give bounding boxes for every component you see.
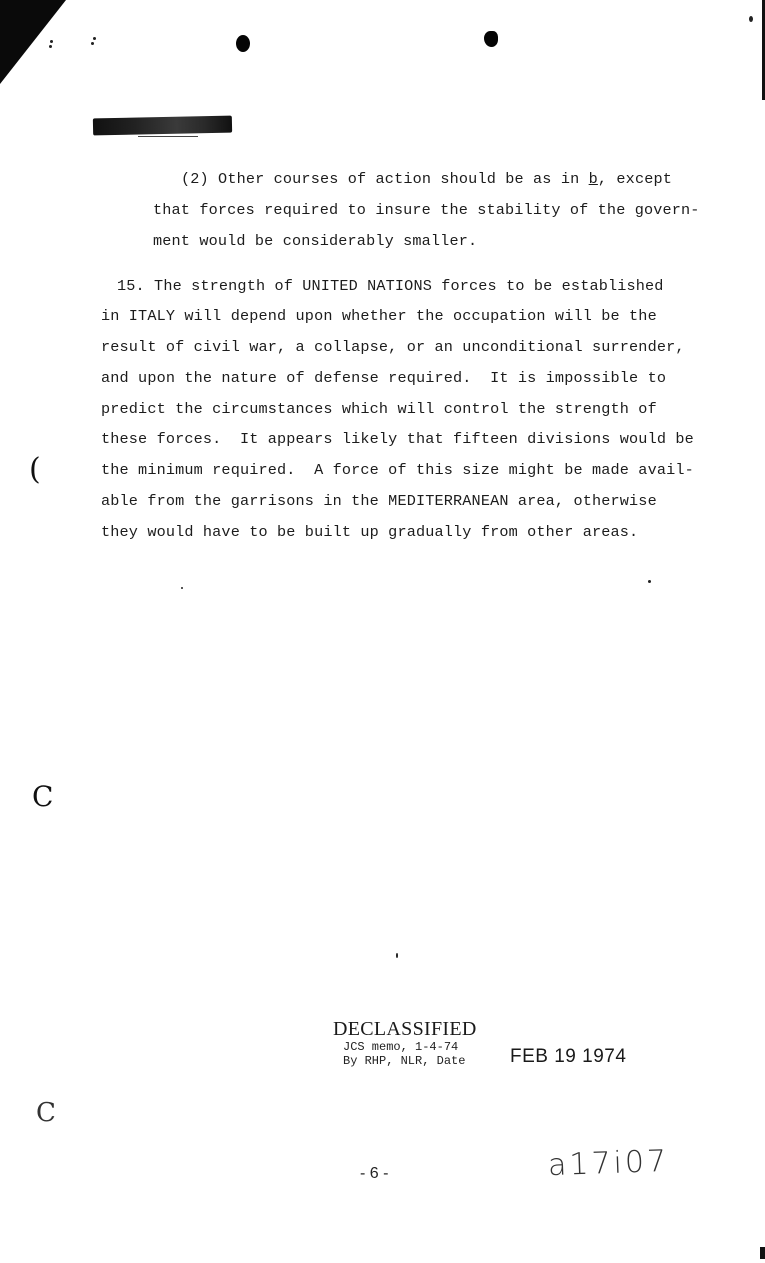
paragraph-15-line-7: the minimum required. A force of this size might be made avail- <box>101 461 694 479</box>
handwritten-catalog-number: a17i07 <box>547 1143 670 1184</box>
speck <box>93 37 96 40</box>
declassified-stamp-authority: By RHP, NLR, Date <box>343 1054 466 1068</box>
paragraph-15-line-8: able from the garrisons in the MEDITERRANEAN area, otherwise <box>101 492 657 510</box>
speck <box>49 45 52 48</box>
speck <box>749 16 753 22</box>
page-edge-mark <box>760 1247 765 1259</box>
folded-corner <box>0 0 66 84</box>
speck <box>396 953 398 958</box>
paragraph-15-line-6: these forces. It appears likely that fifteen divisions would be <box>101 430 694 448</box>
paragraph-2-line-3: ment would be considerably smaller. <box>153 232 478 250</box>
redaction-underline <box>138 136 198 137</box>
text-segment: , except <box>597 170 673 188</box>
declassified-stamp-title: DECLASSIFIED <box>333 1018 477 1040</box>
page-number: - 6 - <box>360 1165 389 1182</box>
paragraph-2-line-2: that forces required to insure the stability of the govern- <box>153 201 700 219</box>
punch-hole-left <box>236 35 250 52</box>
paragraph-15-line-4: and upon the nature of defense required. It is impossible to <box>101 369 667 387</box>
speck <box>91 42 94 45</box>
margin-mark-c: C <box>32 780 54 813</box>
punch-hole-right <box>484 31 498 47</box>
paragraph-2-line-1 <box>181 170 672 188</box>
text-segment: (2) Other courses of action should be as in <box>181 170 589 188</box>
speck <box>181 587 183 589</box>
declassified-stamp-date: FEB 19 1974 <box>510 1046 627 1067</box>
paragraph-15-line-9: they would have to be built up gradually from other areas. <box>101 523 639 541</box>
paragraph-15-line-5: predict the circumstances which will control the strength of <box>101 400 657 418</box>
redacted-classification-marking <box>93 116 232 136</box>
paragraph-15-line-3: result of civil war, a collapse, or an unconditional surrender, <box>101 338 685 356</box>
speck <box>648 580 651 583</box>
margin-mark-c: C <box>36 1098 56 1128</box>
speck <box>50 40 53 43</box>
paragraph-15-line-1: 15. The strength of UNITED NATIONS forces to be established <box>117 277 664 295</box>
declassified-stamp-memo: JCS memo, 1-4-74 <box>343 1040 459 1054</box>
margin-mark-bracket: ( <box>29 452 41 487</box>
underlined-reference: b <box>588 170 598 188</box>
paragraph-15-line-2: in ITALY will depend upon whether the occupation will be the <box>101 307 657 325</box>
